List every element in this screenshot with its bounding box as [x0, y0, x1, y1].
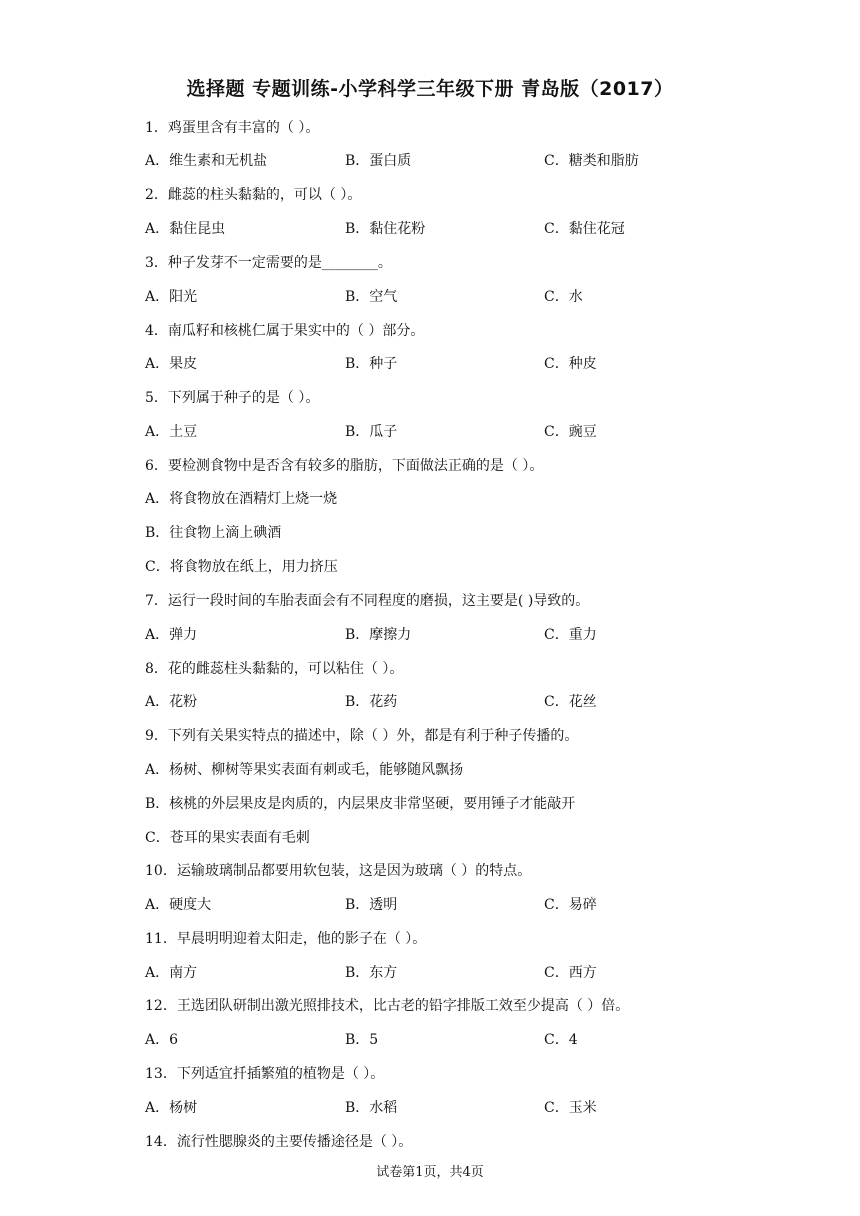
- q5-option-b: B．瓜子: [345, 424, 398, 440]
- q1-option-c: C．糖类和脂肪: [544, 153, 639, 169]
- q5-option-c: C．豌豆: [544, 424, 597, 440]
- q13-option-b: B．水稻: [345, 1100, 398, 1116]
- question-13: 13．下列适宜扦插繁殖的植物是（ ）。: [145, 1066, 385, 1082]
- q11-option-a: A．南方: [145, 965, 198, 981]
- question-1: 1．鸡蛋里含有丰富的（ ）。: [145, 120, 320, 136]
- question-2: 2．雌蕊的柱头黏黏的，可以（ ）。: [145, 187, 362, 203]
- q11-option-c: C．西方: [544, 965, 597, 981]
- question-3: 3．种子发芽不一定需要的是________。: [145, 255, 392, 271]
- q3-option-b: B．空气: [345, 289, 398, 305]
- q4-option-a: A．果皮: [145, 356, 198, 372]
- q6-option-b: B．往食物上滴上碘酒: [145, 525, 282, 541]
- q7-option-a: A．弹力: [145, 627, 198, 643]
- q3-option-a: A．阳光: [145, 289, 198, 305]
- question-11: 11．早晨明明迎着太阳走，他的影子在（ ）。: [145, 931, 427, 947]
- q8-option-a: A．花粉: [145, 694, 198, 710]
- q6-option-a: A．将食物放在酒精灯上烧一烧: [145, 491, 338, 507]
- question-4: 4．南瓜籽和核桃仁属于果实中的（ ）部分。: [145, 323, 425, 339]
- q2-option-c: C．黏住花冠: [544, 221, 625, 237]
- q10-option-a: A．硬度大: [145, 897, 212, 913]
- q12-option-c: C．4: [544, 1032, 578, 1048]
- question-8: 8．花的雌蕊柱头黏黏的，可以粘住（ ）。: [145, 661, 404, 677]
- q7-option-b: B．摩擦力: [345, 627, 412, 643]
- question-7: 7．运行一段时间的车胎表面会有不同程度的磨损，这主要是( )导致的。: [145, 593, 590, 609]
- q4-option-b: B．种子: [345, 356, 398, 372]
- question-9: 9．下列有关果实特点的描述中，除（ ）外，都是有利于种子传播的。: [145, 728, 579, 744]
- q2-option-b: B．黏住花粉: [345, 221, 426, 237]
- q1-option-a: A．维生素和无机盐: [145, 153, 268, 169]
- page-title: 选择题 专题训练-小学科学三年级下册 青岛版（2017）: [186, 78, 674, 100]
- q12-option-a: A．6: [145, 1032, 179, 1048]
- q10-option-c: C．易碎: [544, 897, 597, 913]
- question-14: 14．流行性腮腺炎的主要传播途径是（ ）。: [145, 1134, 413, 1150]
- q2-option-a: A．黏住昆虫: [145, 221, 226, 237]
- q13-option-c: C．玉米: [544, 1100, 597, 1116]
- q9-option-c: C．苍耳的果实表面有毛刺: [145, 830, 310, 846]
- q6-option-c: C．将食物放在纸上，用力挤压: [145, 559, 338, 575]
- q4-option-c: C．种皮: [544, 356, 597, 372]
- question-10: 10．运输玻璃制品都要用软包装，这是因为玻璃（ ）的特点。: [145, 863, 532, 879]
- page-footer: 试卷第1页，共4页: [376, 1165, 484, 1180]
- q8-option-b: B．花药: [345, 694, 398, 710]
- q7-option-c: C．重力: [544, 627, 597, 643]
- q13-option-a: A．杨树: [145, 1100, 198, 1116]
- q11-option-b: B．东方: [345, 965, 398, 981]
- q8-option-c: C．花丝: [544, 694, 597, 710]
- q9-option-b: B．核桃的外层果皮是肉质的，内层果皮非常坚硬，要用锤子才能敲开: [145, 796, 576, 812]
- q10-option-b: B．透明: [345, 897, 398, 913]
- q9-option-a: A．杨树、柳树等果实表面有刺或毛，能够随风飘扬: [145, 762, 464, 778]
- question-12: 12．王选团队研制出激光照排技术，比古老的铅字排版工效至少提高（ ）倍。: [145, 998, 630, 1014]
- q12-option-b: B．5: [345, 1032, 379, 1048]
- q3-option-c: C．水: [544, 289, 583, 305]
- q5-option-a: A．土豆: [145, 424, 198, 440]
- question-5: 5．下列属于种子的是（ ）。: [145, 390, 320, 406]
- question-6: 6．要检测食物中是否含有较多的脂肪，下面做法正确的是（ ）。: [145, 458, 544, 474]
- q1-option-b: B．蛋白质: [345, 153, 412, 169]
